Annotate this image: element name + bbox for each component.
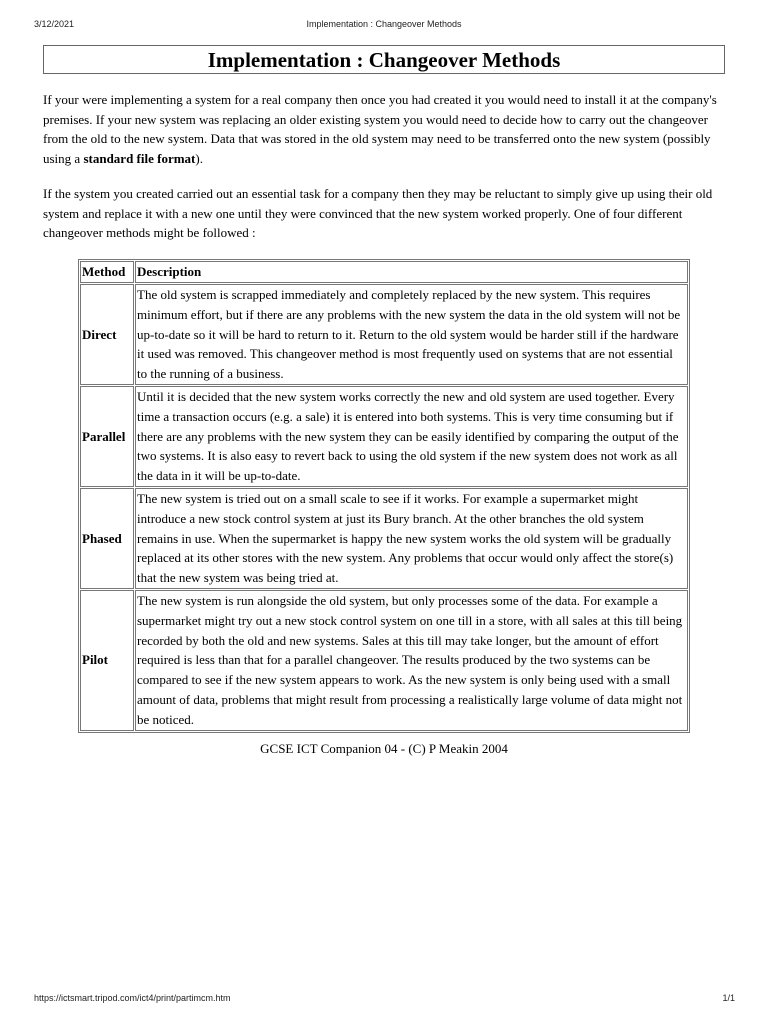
table-row-parallel — [80, 386, 688, 487]
intro-text-end: ). — [195, 150, 203, 166]
table-header-row — [80, 261, 688, 283]
print-page-title: Implementation : Changeover Methods — [306, 19, 462, 29]
methods-intro-paragraph: If the system you created carried out an essential task for a company then they may be reluctant to simply give up using their old system and replace it with a new one until they were convinced that the new system worked properly. One of four different changeover methods might be followed : — [43, 186, 713, 240]
table-row-direct — [80, 284, 688, 385]
method-description: The old system is scrapped immediately and completely replaced by the new system. This requires minimum effort, but if there are any problems with the new system the data in the old system will not be up-to-date so it will be hard to return to it. Return to the old system would be harder still if the hardware it used was removed. This changeover method is most frequently used on systems that are not essential to the running of a business. — [135, 284, 688, 385]
intro-paragraph — [43, 90, 725, 168]
intro-text-start: If your were implementing a system for a real company then once you had created it you would need to install it at the company's premises. If your new system was replacing an older existing system you would need to decide how to carry out the changeover from the old to the new system. Data that was stored in the old system may need to be transferred onto the new system (possibly using a — [43, 92, 717, 166]
method-name: Direct — [80, 284, 134, 385]
changeover-methods-table — [78, 259, 690, 733]
page-number: 1/1 — [722, 993, 735, 1003]
table-row-phased — [80, 488, 688, 589]
method-description: The new system is run alongside the old system, but only processes some of the data. For example a supermarket might try out a new stock control system on one till in a store, with all sales at this till being recorded by both the old and new systems. Sales at this till may take longer, but the amount of effort required is less than that for a parallel changeover. The results produced by the two systems can be compared to see if the new system appears to work. As the new system is only being used with a small amount of data, problems that might result from processing a realistically large volume of data might not be noticed. — [135, 590, 688, 731]
copyright-credit: GCSE ICT Companion 04 - (C) P Meakin 2004 — [260, 741, 508, 756]
method-name: Parallel — [80, 386, 134, 487]
method-name: Pilot — [80, 590, 134, 731]
table-row-pilot — [80, 590, 688, 731]
method-description: The new system is tried out on a small scale to see if it works. For example a supermarket might introduce a new stock control system at just its Bury branch. At the other branches the old system remains in use. When the supermarket is happy the new system works the old system will be gradually replaced at its other stores with the new system. Any problems that occur would only affect the store(s) that the new system was being tried at. — [135, 488, 688, 589]
method-name: Phased — [80, 488, 134, 589]
method-description: Until it is decided that the new system works correctly the new and old system are used together. Every time a transaction occurs (e.g. a sale) it is entered into both systems. This is very time consuming but if there are any problems with the new system they can be easily identified by comparing the output of the two systems. It is also easy to revert back to using the old system if the new system does not work as all the data in it will be up-to-date. — [135, 386, 688, 487]
description-column-header: Description — [135, 261, 688, 283]
page-content — [43, 45, 725, 756]
page-title: Implementation : Changeover Methods — [43, 45, 725, 74]
print-url: https://ictsmart.tripod.com/ict4/print/partimcm.htm — [34, 993, 231, 1003]
method-column-header: Method — [80, 261, 134, 283]
print-date: 3/12/2021 — [34, 19, 75, 29]
standard-file-format-term: standard file format — [83, 150, 196, 166]
